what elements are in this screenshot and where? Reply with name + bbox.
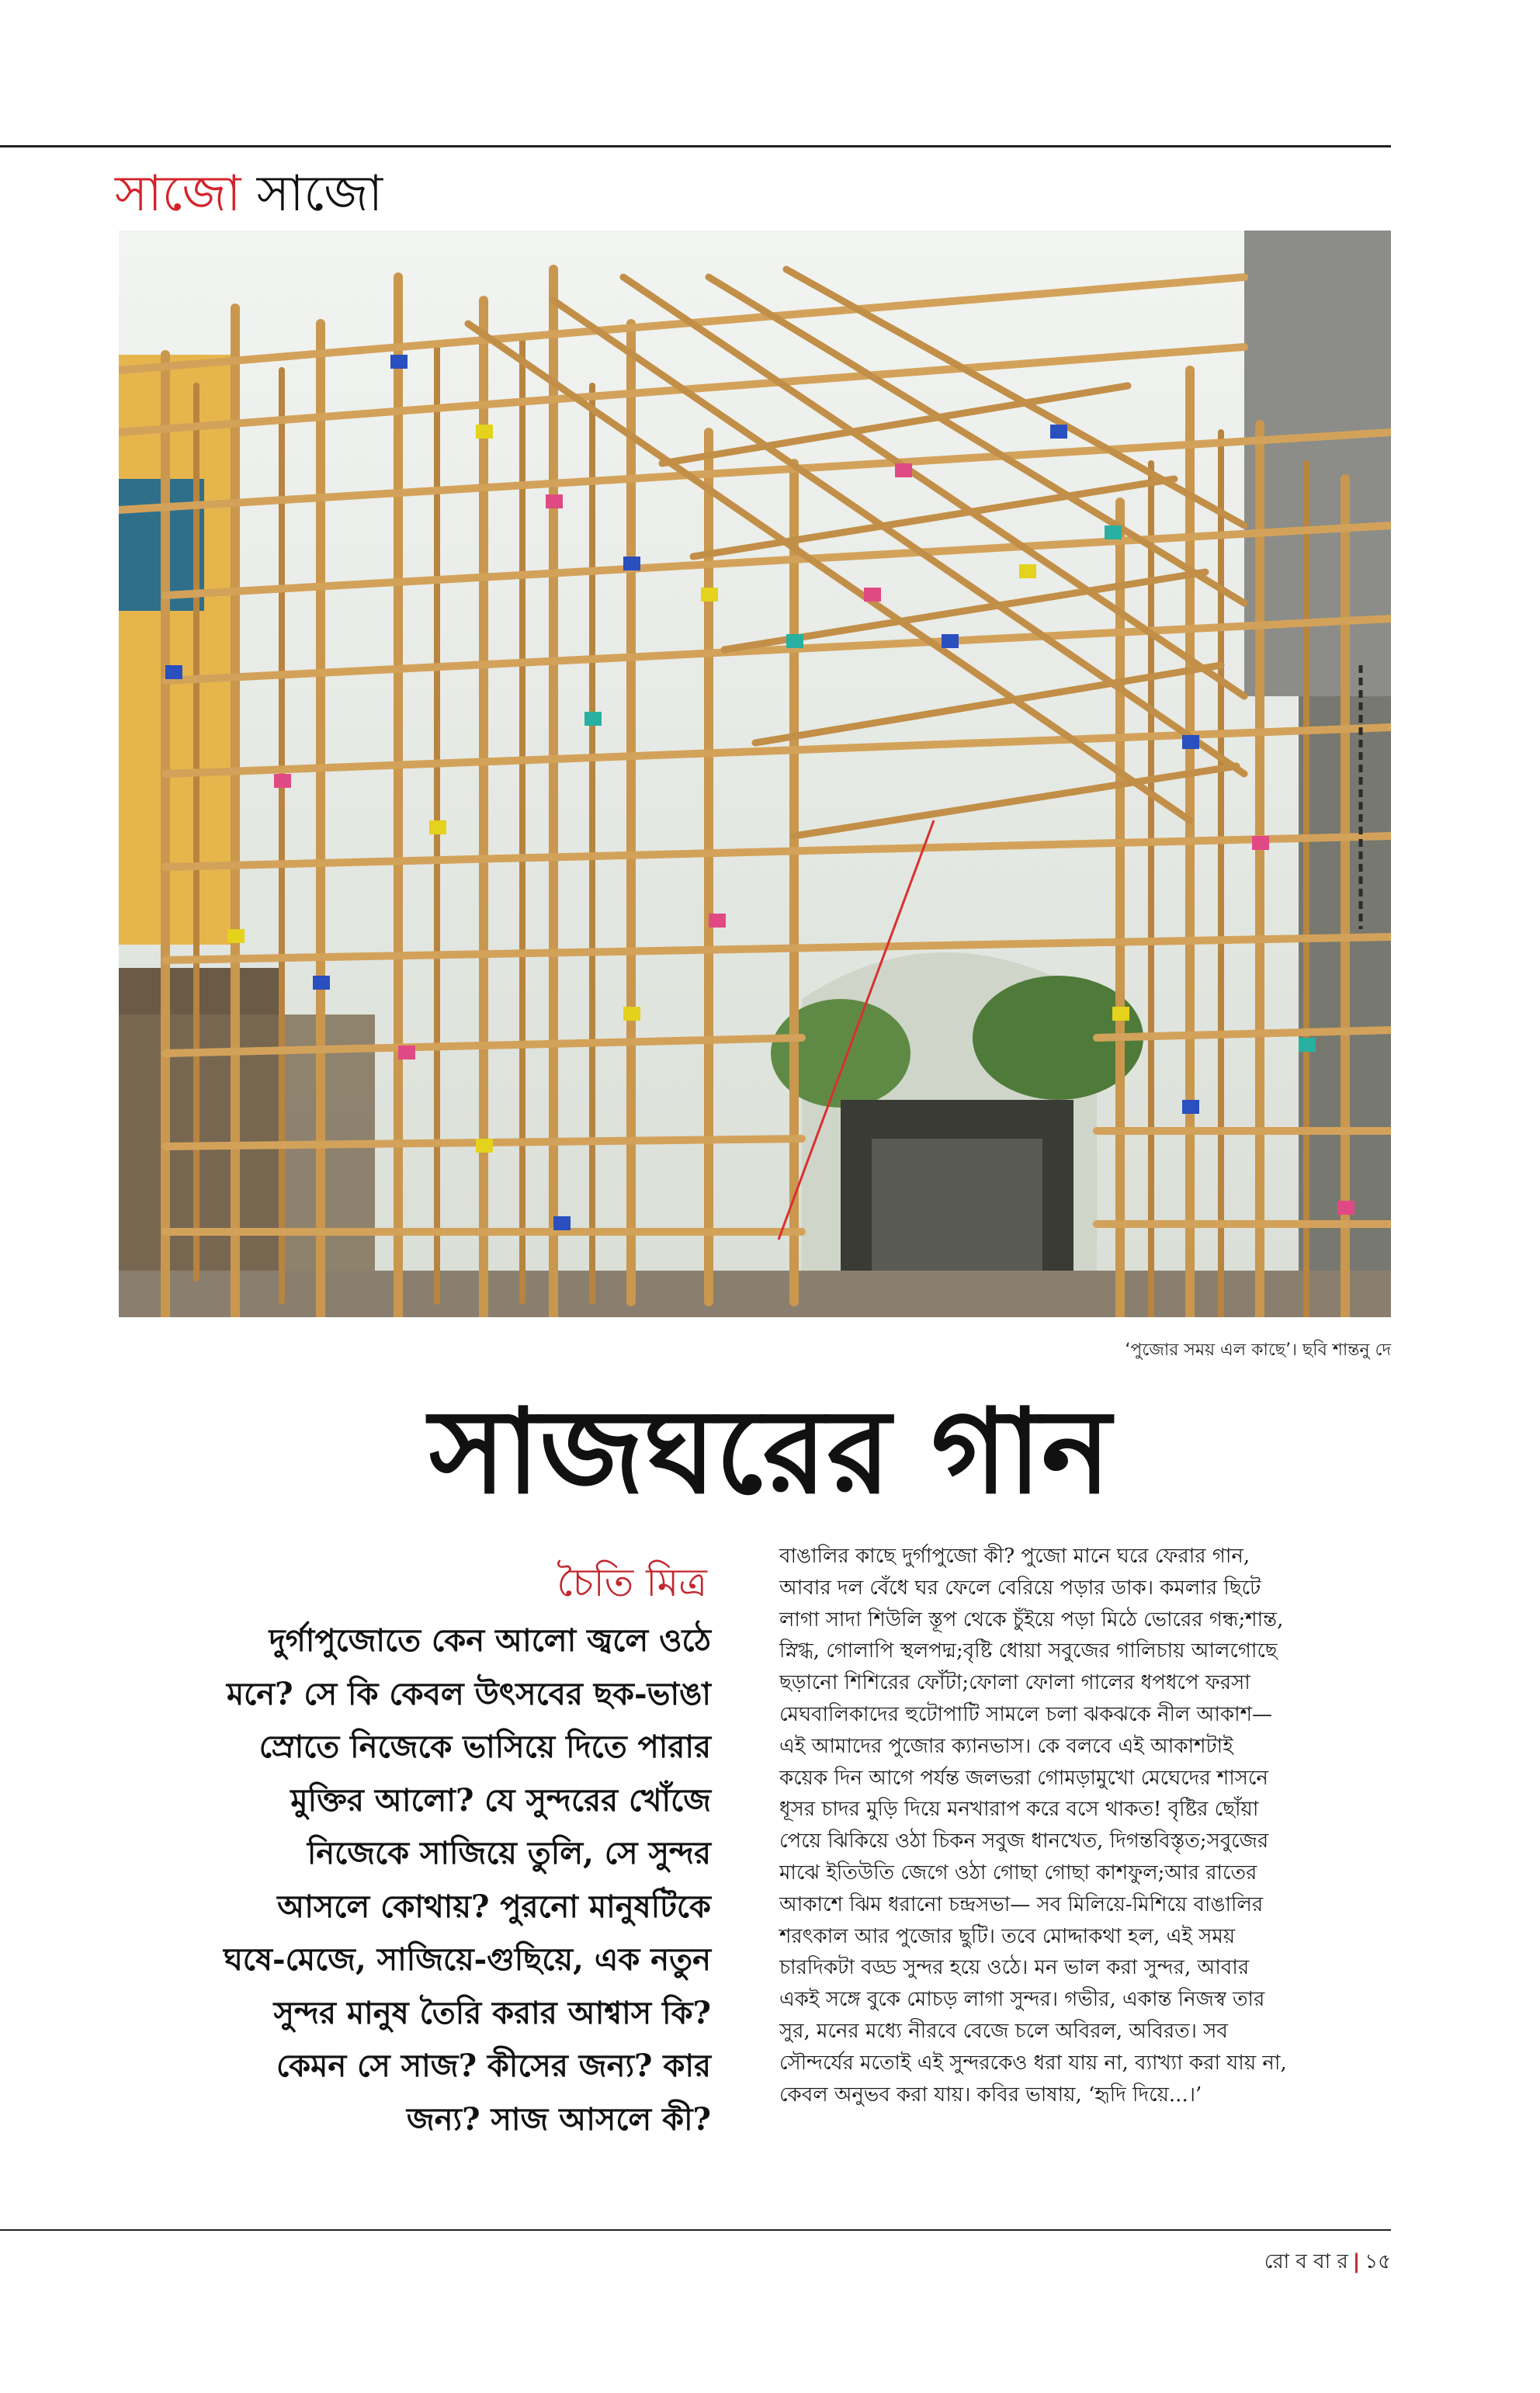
standfirst-line: সুন্দর মানুষ তৈরি করার আশ্বাস কি? xyxy=(273,1994,711,2031)
body-line: মাঝে ইতিউতি জেগে ওঠা গোছা গোছা কাশফুল;আর রাতের xyxy=(779,1861,1257,1885)
footer-separator: | xyxy=(1352,2250,1361,2273)
bottom-rule xyxy=(0,2229,1391,2231)
magazine-name: রো ব বা র xyxy=(1264,2250,1348,2273)
body-line: এই আমাদের পুজোর ক্যানভাস। কে বলবে এই আকাশটাই xyxy=(779,1734,1233,1758)
section-header-red-word: সাজো xyxy=(115,165,241,223)
body-line: মেঘবালিকাদের হুটোপাটি সামলে চলা ঝকঝকে নীল আকাশ— xyxy=(779,1702,1273,1726)
standfirst-line: জন্য? সাজ আসলে কী? xyxy=(406,2100,711,2138)
body-line: পেয়ে ঝিকিয়ে ওঠা চিকন সবুজ ধানখেত, দিগন্তবিস্তৃত;সবুজের xyxy=(779,1829,1269,1854)
standfirst-line: দুর্গাপুজোতে কেন আলো জ্বলে ওঠে xyxy=(269,1622,711,1659)
body-line: ধূসর চাদর মুড়ি দিয়ে মনখারাপ করে বসে থাকত! বৃষ্টির ছোঁয়া xyxy=(779,1798,1259,1822)
section-header xyxy=(115,159,383,229)
article-title: সাজঘরের গান xyxy=(428,1383,1112,1520)
body-line: একই সঙ্গে বুকে মোচড় লাগা সুন্দর। গভীর, একান্ত নিজস্ব তার xyxy=(779,1988,1265,2012)
standfirst-line: মুক্তির আলো? যে সুন্দরের খোঁজে xyxy=(290,1781,711,1819)
section-header-black-word: সাজো xyxy=(256,165,383,223)
page-number: ১৫ xyxy=(1365,2250,1391,2273)
photo-caption: ‘পুজোর সময় এল কাছে’। ছবি শান্তনু দে xyxy=(1125,1340,1391,1360)
body-line: স্নিগ্ধ, গোলাপি স্থলপদ্ম;বৃষ্টি ধোয়া সবুজের গালিচায় আলগোছে xyxy=(779,1639,1278,1663)
body-line: আকাশে ঝিম ধরানো চন্দ্রসভা— সব মিলিয়ে-মিশিয়ে বাঙালির xyxy=(779,1892,1264,1916)
body-line: আবার দল বেঁধে ঘর ফেলে বেরিয়ে পড়ার ডাক। কমলার ছিটে xyxy=(779,1576,1261,1600)
body-text xyxy=(779,1541,1391,2110)
standfirst-line: মনে? সে কি কেবল উৎসবের ছক-ভাঙা xyxy=(226,1675,711,1712)
standfirst-line: স্রোতে নিজেকে ভাসিয়ে দিতে পারার xyxy=(258,1729,711,1765)
body-line: শরৎকাল আর পুজোর ছুটি। তবে মোদ্দাকথা হল, এই সময় xyxy=(779,1924,1236,1948)
body-line: চারদিকটা বড্ড সুন্দর হয়ে ওঠে। মন ভাল করা সুন্দর, আবার xyxy=(779,1956,1250,1980)
body-line: সৌন্দর্যের মতোই এই সুন্দরকেও ধরা যায় না, ব্যাখ্যা করা যায় না, xyxy=(779,2051,1287,2075)
standfirst xyxy=(116,1614,711,2146)
standfirst-line: আসলে কোথায়? পুরনো মানুষটিকে xyxy=(277,1888,711,1925)
body-line: ছড়ানো শিশিরের ফোঁটা;ফোলা ফোলা গালের ধপধপে ফরসা xyxy=(779,1671,1250,1695)
body-line: সুর, মনের মধ্যে নীরবে বেজে চলে অবিরল, অবিরত। সব xyxy=(779,2019,1228,2043)
body-line: বাঙালির কাছে দুর্গাপুজো কী? পুজো মানে ঘরে ফেরার গান, xyxy=(779,1545,1250,1568)
body-line: কেবল অনুভব করা যায়। কবির ভাষায়, ‘হৃদি দিয়ে...।’ xyxy=(779,2083,1202,2107)
author-byline: চৈতি মিত্র xyxy=(557,1560,707,1605)
standfirst-line: নিজেকে সাজিয়ে তুলি, সে সুন্দর xyxy=(307,1835,711,1871)
standfirst-line: কেমন সে সাজ? কীসের জন্য? কার xyxy=(276,2048,711,2084)
page-footer xyxy=(1264,2246,1391,2280)
standfirst-line: ঘষে-মেজে, সাজিয়ে-গুছিয়ে, এক নতুন xyxy=(224,1941,711,1978)
body-line: লাগা সাদা শিউলি স্তূপ থেকে চুঁইয়ে পড়া মিঠে ভোরের গন্ধ;শান্ত, xyxy=(779,1607,1284,1632)
scaffold-photo xyxy=(119,231,1391,1317)
body-line: কয়েক দিন আগে পর্যন্ত জলভরা গোমড়ামুখো মেঘেদের শাসনে xyxy=(779,1766,1268,1790)
top-rule xyxy=(0,145,1391,147)
